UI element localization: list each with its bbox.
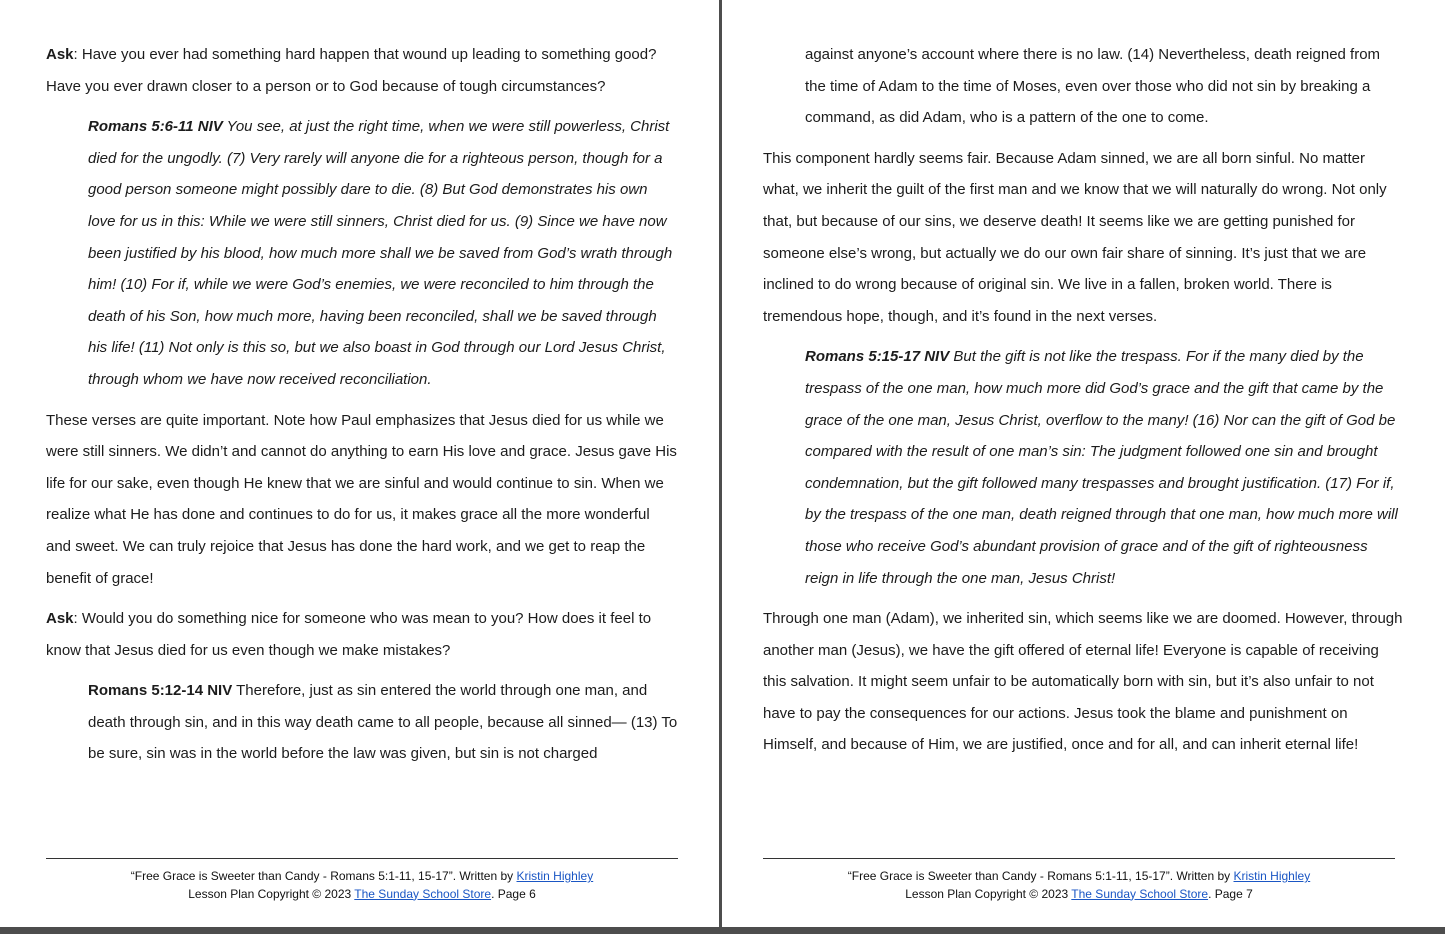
store-link[interactable]: The Sunday School Store <box>1071 886 1209 901</box>
footer-title-text: “Free Grace is Sweeter than Candy - Romans 5:1-11, 15-17”. Written by <box>847 869 1234 883</box>
scripture-reference: Romans 5:6-11 NIV <box>88 118 223 136</box>
scripture-reference: Romans 5:12-14 NIV <box>88 682 233 700</box>
page-6 <box>0 0 719 927</box>
body-paragraph: Through one man (Adam), we inherited sin, which seems like we are doomed. However, through another man (Jesus), we have the gift offered of eternal life! Everyone is capable of receiving this salvation. It might seem unfair to be automatically born with sin, but it’s also unfair to not have to pay the consequences for our actions. Jesus took the blame and punishment on Himself, and because of Him, we are justified, once and for all, and can inherit eternal life! <box>763 610 1403 754</box>
footer-copyright-text: Lesson Plan Copyright © 2023 <box>188 886 355 901</box>
page-6-content <box>46 39 678 779</box>
footer-line-1 <box>46 868 678 886</box>
footer-divider <box>46 858 678 859</box>
ask-paragraph <box>46 39 678 102</box>
ask-label: Ask <box>46 610 74 628</box>
page-7-content <box>763 39 1403 770</box>
scripture-quote <box>46 675 678 770</box>
author-link[interactable]: Kristin Highley <box>516 869 594 883</box>
scripture-text: But the gift is not like the trespass. For if the many died by the trespass of the one man, how much more did God’s grace and the gift that came by the grace of the one man, Jesus Christ, overflow to the many! (16) Nor can the gift of God be compared with the result of one man’s sin: The judgment followed one sin and brought condemnation, but the gift followed many trespasses and brought justification. (17) For if, by the trespass of the one man, death reigned through that one man, how much more will those who receive God’s abundant provision of grace and of the gift of righteousness reign in life through the one man, Jesus Christ! <box>805 348 1398 587</box>
author-link[interactable]: Kristin Highley <box>1233 869 1311 883</box>
footer-copyright-text: Lesson Plan Copyright © 2023 <box>905 886 1072 901</box>
scripture-quote <box>763 341 1403 594</box>
page-footer <box>46 868 678 903</box>
page-number: . Page 7 <box>1208 886 1253 901</box>
footer-line-1 <box>763 868 1395 886</box>
scripture-quote <box>46 111 678 395</box>
scripture-quote-continued: against anyone’s account where there is no law. (14) Nevertheless, death reigned from the time of Adam to the time of Moses, even over those who did not sin by breaking a command, as did Adam, who is a pattern of the one to come. <box>805 46 1381 127</box>
ask-label: Ask <box>46 46 74 63</box>
footer-title-text: “Free Grace is Sweeter than Candy - Romans 5:1-11, 15-17”. Written by <box>130 869 517 883</box>
scripture-reference: Romans 5:15-17 NIV <box>805 348 950 366</box>
page-footer <box>763 868 1395 903</box>
body-paragraph: These verses are quite important. Note how Paul emphasizes that Jesus died for us while we were still sinners. We didn’t and cannot do anything to earn His love and grace. Jesus gave His life for our sake, even though He knew that we are sinful and would continue to sin. When we realize what He has done and continues to do for us, it makes grace all the more wonderful and sweet. We can truly rejoice that Jesus has done the hard work, and we get to reap the benefit of grace! <box>46 411 677 587</box>
ask-text: : Have you ever had something hard happen that wound up leading to something good? Have you ever drawn closer to a person or to God because of tough circumstances? <box>46 46 657 95</box>
ask-paragraph <box>46 603 678 666</box>
footer-line-2 <box>763 886 1395 904</box>
scripture-text: Therefore, just as sin entered the world through one man, and death through sin, and in this way death came to all people, because all sinned— (13) To be sure, sin was in the world before the law was given, but sin is not charged <box>88 682 678 763</box>
page-number: . Page 6 <box>491 886 536 901</box>
scripture-text: You see, at just the right time, when we were still powerless, Christ died for the ungodly. (7) Very rarely will anyone die for a righteous person, though for a good person someone might possibly dare to die. (8) But God demonstrates his own love for us in this: While we were still sinners, Christ died for us. (9) Since we have now been justified by his blood, how much more shall we be saved from God’s wrath through him! (10) For if, while we were God’s enemies, we were reconciled to him through the death of his Son, how much more, having been reconciled, shall we be saved through his life! (11) Not only is this so, but we also boast in God through our Lord Jesus Christ, through whom we have now received reconciliation. <box>88 118 673 388</box>
ask-text: : Would you do something nice for someone who was mean to you? How does it feel to know that Jesus died for us even though we make mistakes? <box>46 610 652 659</box>
page-7 <box>722 0 1445 927</box>
body-paragraph: This component hardly seems fair. Because Adam sinned, we are all born sinful. No matter what, we inherit the guilt of the first man and we know that we will naturally do wrong. Not only that, but because of our sins, we deserve death! It seems like we are getting punished for someone else’s wrong, but actually we do our own fair share of sinning. It’s just that we are inclined to do wrong because of original sin. We live in a fallen, broken world. There is tremendous hope, though, and it’s found in the next verses. <box>763 149 1387 325</box>
footer-line-2 <box>46 886 678 904</box>
footer-divider <box>763 858 1395 859</box>
store-link[interactable]: The Sunday School Store <box>354 886 492 901</box>
